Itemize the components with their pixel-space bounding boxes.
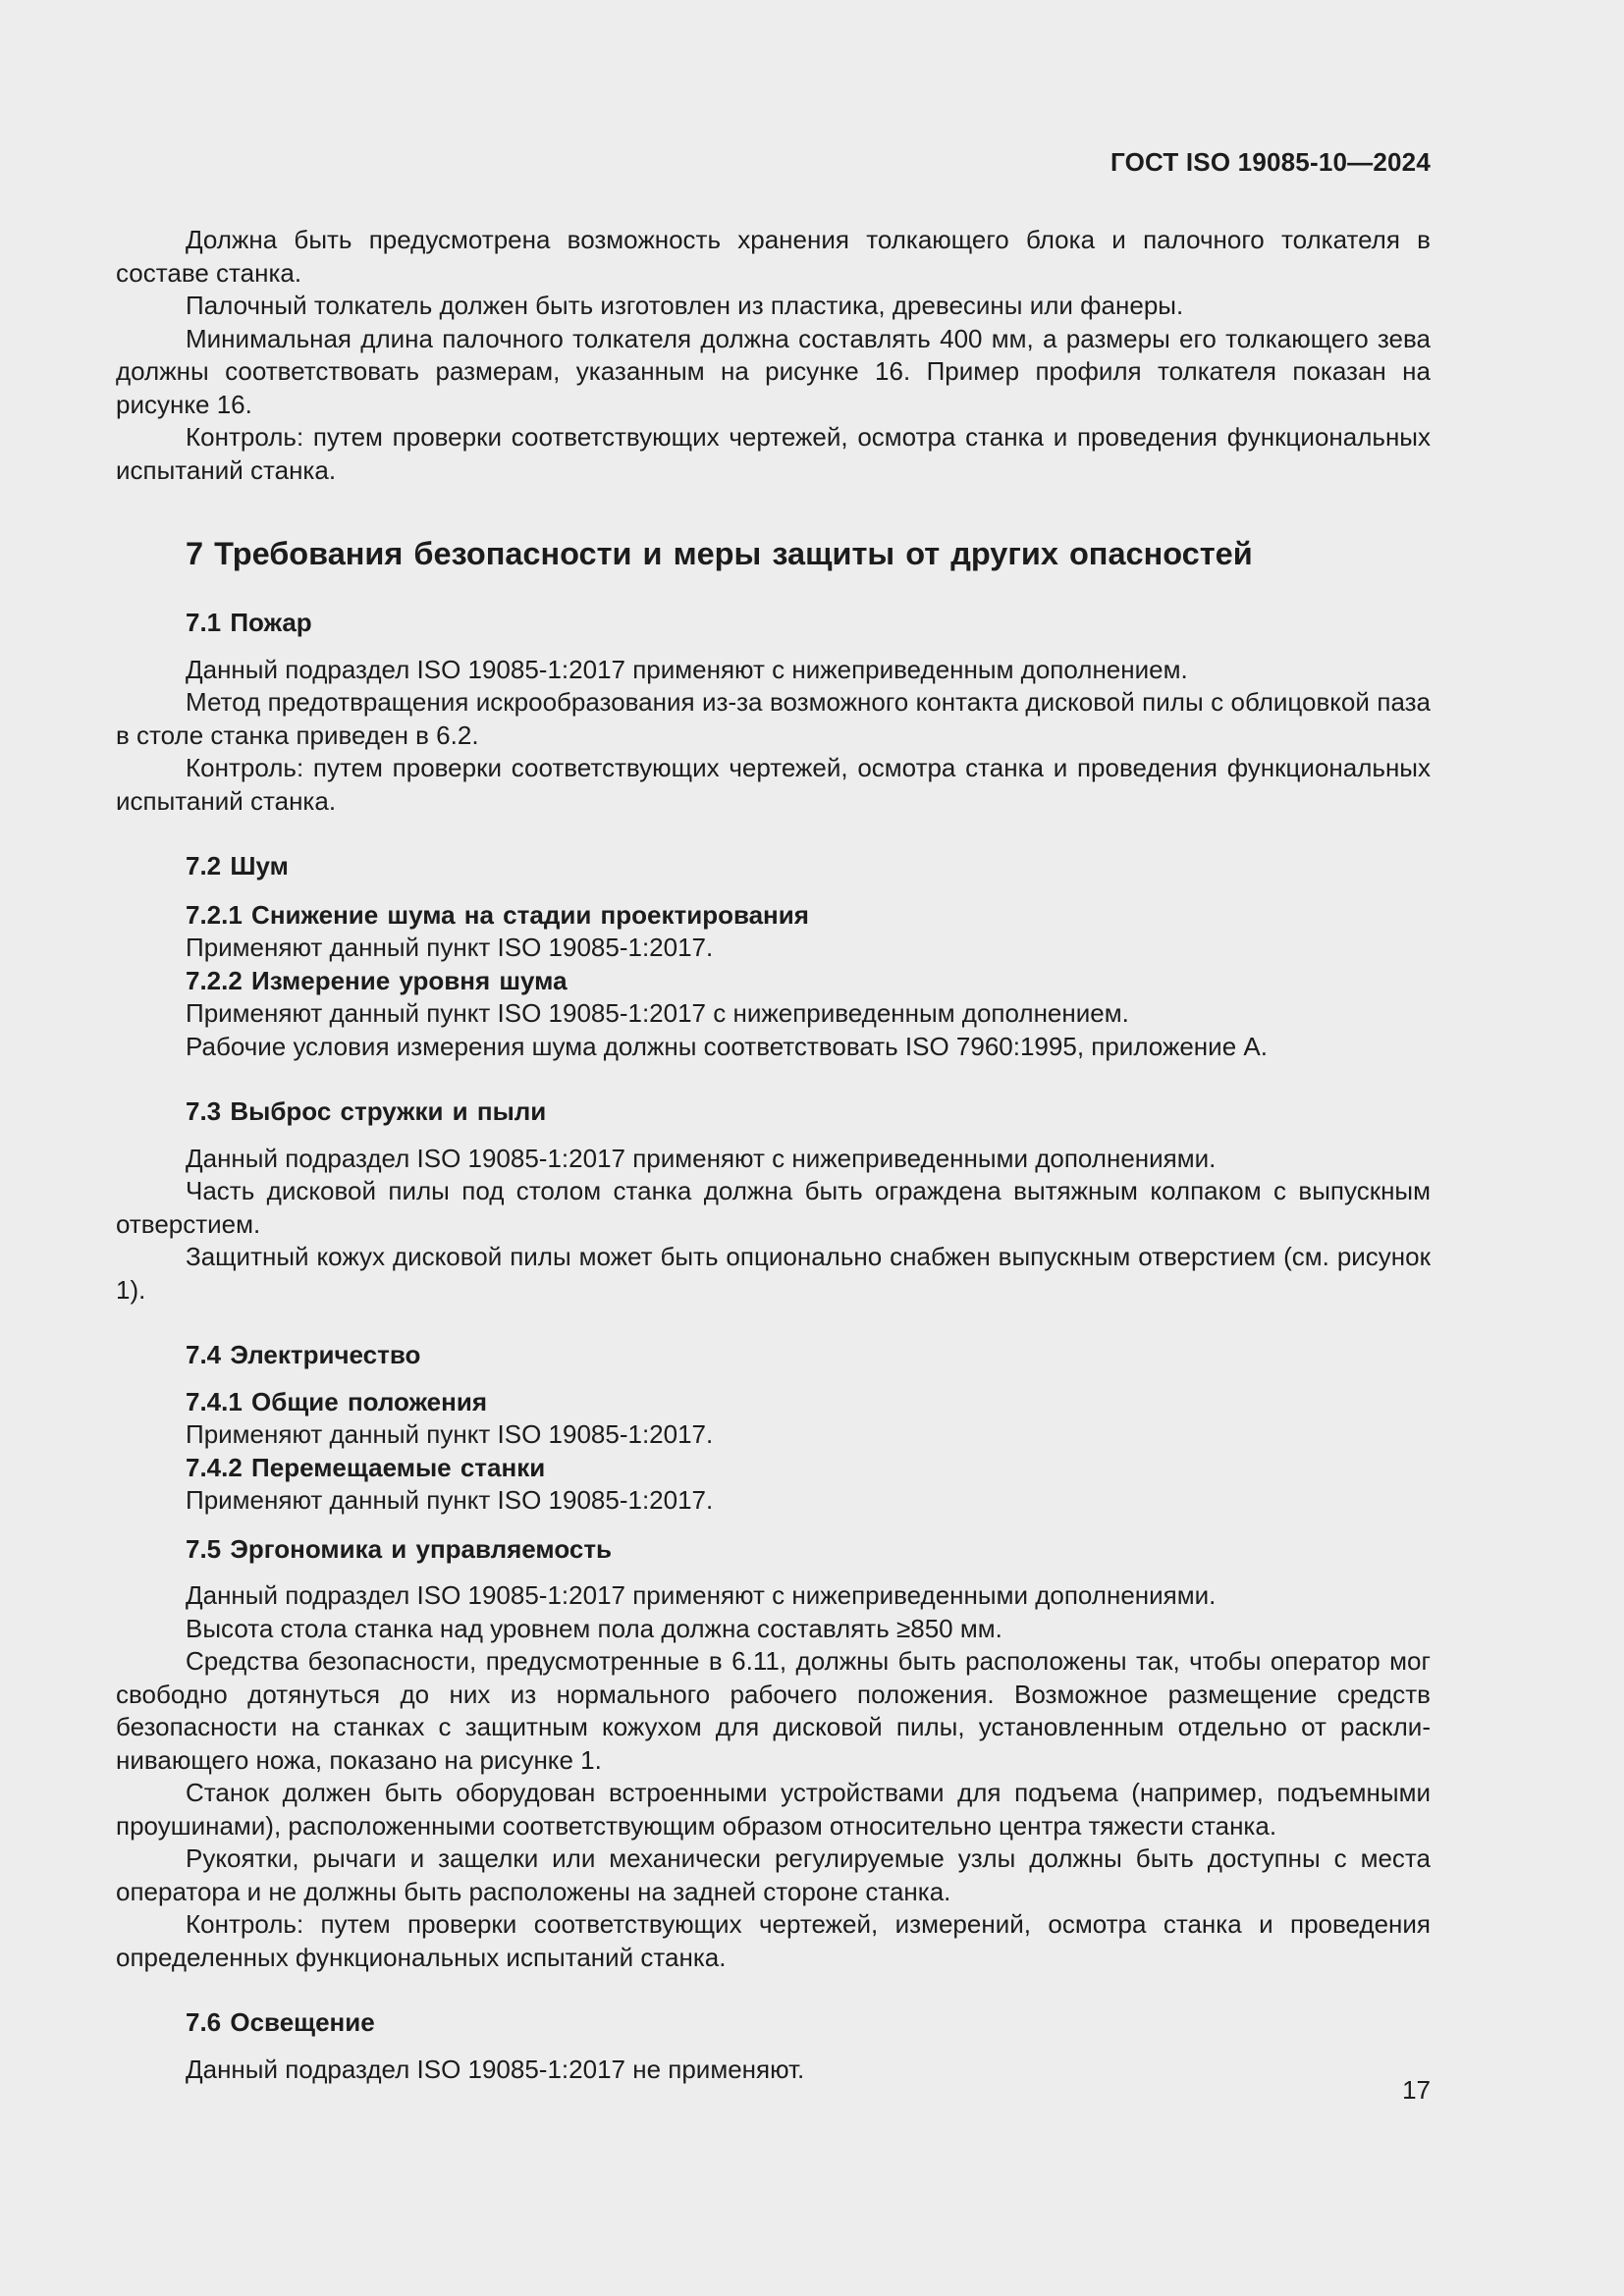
section-7-2-2-heading: 7.2.2 Измерение уровня шума xyxy=(186,965,568,995)
section-7-6-heading: 7.6 Освещение xyxy=(186,2007,375,2037)
section-7-2-1-heading: 7.2.1 Снижение шума на стадии проектирования xyxy=(186,899,809,930)
paragraph: Контроль: путем проверки соответствующих чертежей, измерений, осмотра станка и проведения определенных функциональных испытаний станка. xyxy=(116,1909,1431,1972)
section-7-3-heading: 7.3 Выброс стружки и пыли xyxy=(186,1096,547,1126)
section-7-heading: 7 Требования безопасности и меры защиты от других опасностей xyxy=(186,536,1253,571)
paragraph: Защитный кожух дисковой пилы может быть опционально снабжен выпускным отверстием (см. рисунок 1). xyxy=(116,1242,1431,1305)
document-header: ГОСТ ISO 19085-10—2024 xyxy=(1110,147,1431,177)
page-content xyxy=(116,224,1431,2086)
section-7-1-heading: 7.1 Пожар xyxy=(186,608,312,637)
paragraph: Данный подраздел ISO 19085-1:2017 применяют с нижеприведенными дополнениями. xyxy=(186,1143,1217,1173)
section-7-4-2-heading: 7.4.2 Перемещаемые станки xyxy=(186,1452,546,1482)
paragraph: Применяют данный пункт ISO 19085-1:2017. xyxy=(186,933,714,962)
paragraph: Рукоятки, рычаги и защелки или механически регулируемые узлы должны быть доступны с места оператора и не должны быть расположены на задней стороне станка. xyxy=(116,1843,1431,1906)
paragraph: Применяют данный пункт ISO 19085-1:2017. xyxy=(186,1419,714,1449)
paragraph: Данный подраздел ISO 19085-1:2017 не применяют. xyxy=(186,2054,805,2084)
paragraph: Минимальная длина палочного толкателя должна составлять 400 мм, а размеры его толкающего зева должны соответствовать размерам, указанным на рисунке 16. Пример профиля толкателя показан на рисунке 16. xyxy=(116,323,1431,419)
paragraph: Применяют данный пункт ISO 19085-1:2017 с нижеприведенным дополнением. xyxy=(186,998,1129,1028)
paragraph: Данный подраздел ISO 19085-1:2017 применяют с нижеприведенным дополнением. xyxy=(186,654,1188,684)
paragraph: Контроль: путем проверки соответствующих чертежей, осмотра станка и проведения функциональных испытаний станка. xyxy=(116,753,1431,816)
paragraph: Средства безопасности, предусмотренные в 6.11, должны быть расположены так, чтобы оператор мог свободно дотянуться до них из нормального рабочего положения. Возможное размещение средств безопасности на станках с защитным кожухом для дисковой пилы, установленным отдельно от расклинивающего ножа, показано на рисунке 1. xyxy=(116,1646,1431,1775)
page-number: 17 xyxy=(1402,2075,1431,2105)
section-7-5-heading: 7.5 Эргономика и управляемость xyxy=(186,1533,613,1564)
paragraph: Станок должен быть оборудован встроенными устройствами для подъема (например, подъемными проушинами), расположенными соответствующим образом относительно центра тяжести станка. xyxy=(116,1778,1431,1841)
paragraph: Высота стола станка над уровнем пола должна составлять ≥850 мм. xyxy=(186,1613,1002,1643)
paragraph: Данный подраздел ISO 19085-1:2017 применяют с нижеприведенными дополнениями. xyxy=(186,1580,1217,1610)
paragraph: Метод предотвращения искрообразования из-за возможного контакта дисковой пилы с облицовкой паза в столе станка приведен в 6.2. xyxy=(116,687,1431,750)
section-7-4-1-heading: 7.4.1 Общие положения xyxy=(186,1386,487,1416)
section-7-4-heading: 7.4 Электричество xyxy=(186,1340,421,1369)
paragraph: Должна быть предусмотрена возможность хранения толкающего блока и палочного толкателя в составе станка. xyxy=(116,225,1431,288)
paragraph: Применяют данный пункт ISO 19085-1:2017. xyxy=(186,1485,714,1515)
paragraph: Часть дисковой пилы под столом станка должна быть ограждена вытяжным колпаком с выпускным отверстием. xyxy=(116,1176,1431,1239)
paragraph: Рабочие условия измерения шума должны соответствовать ISO 7960:1995, приложение А. xyxy=(186,1031,1268,1061)
paragraph: Контроль: путем проверки соответствующих чертежей, осмотра станка и проведения функциональных испытаний станка. xyxy=(116,422,1431,485)
paragraph: Палочный толкатель должен быть изготовлен из пластика, древесины или фанеры. xyxy=(186,291,1184,320)
section-7-2-heading: 7.2 Шум xyxy=(186,851,289,881)
